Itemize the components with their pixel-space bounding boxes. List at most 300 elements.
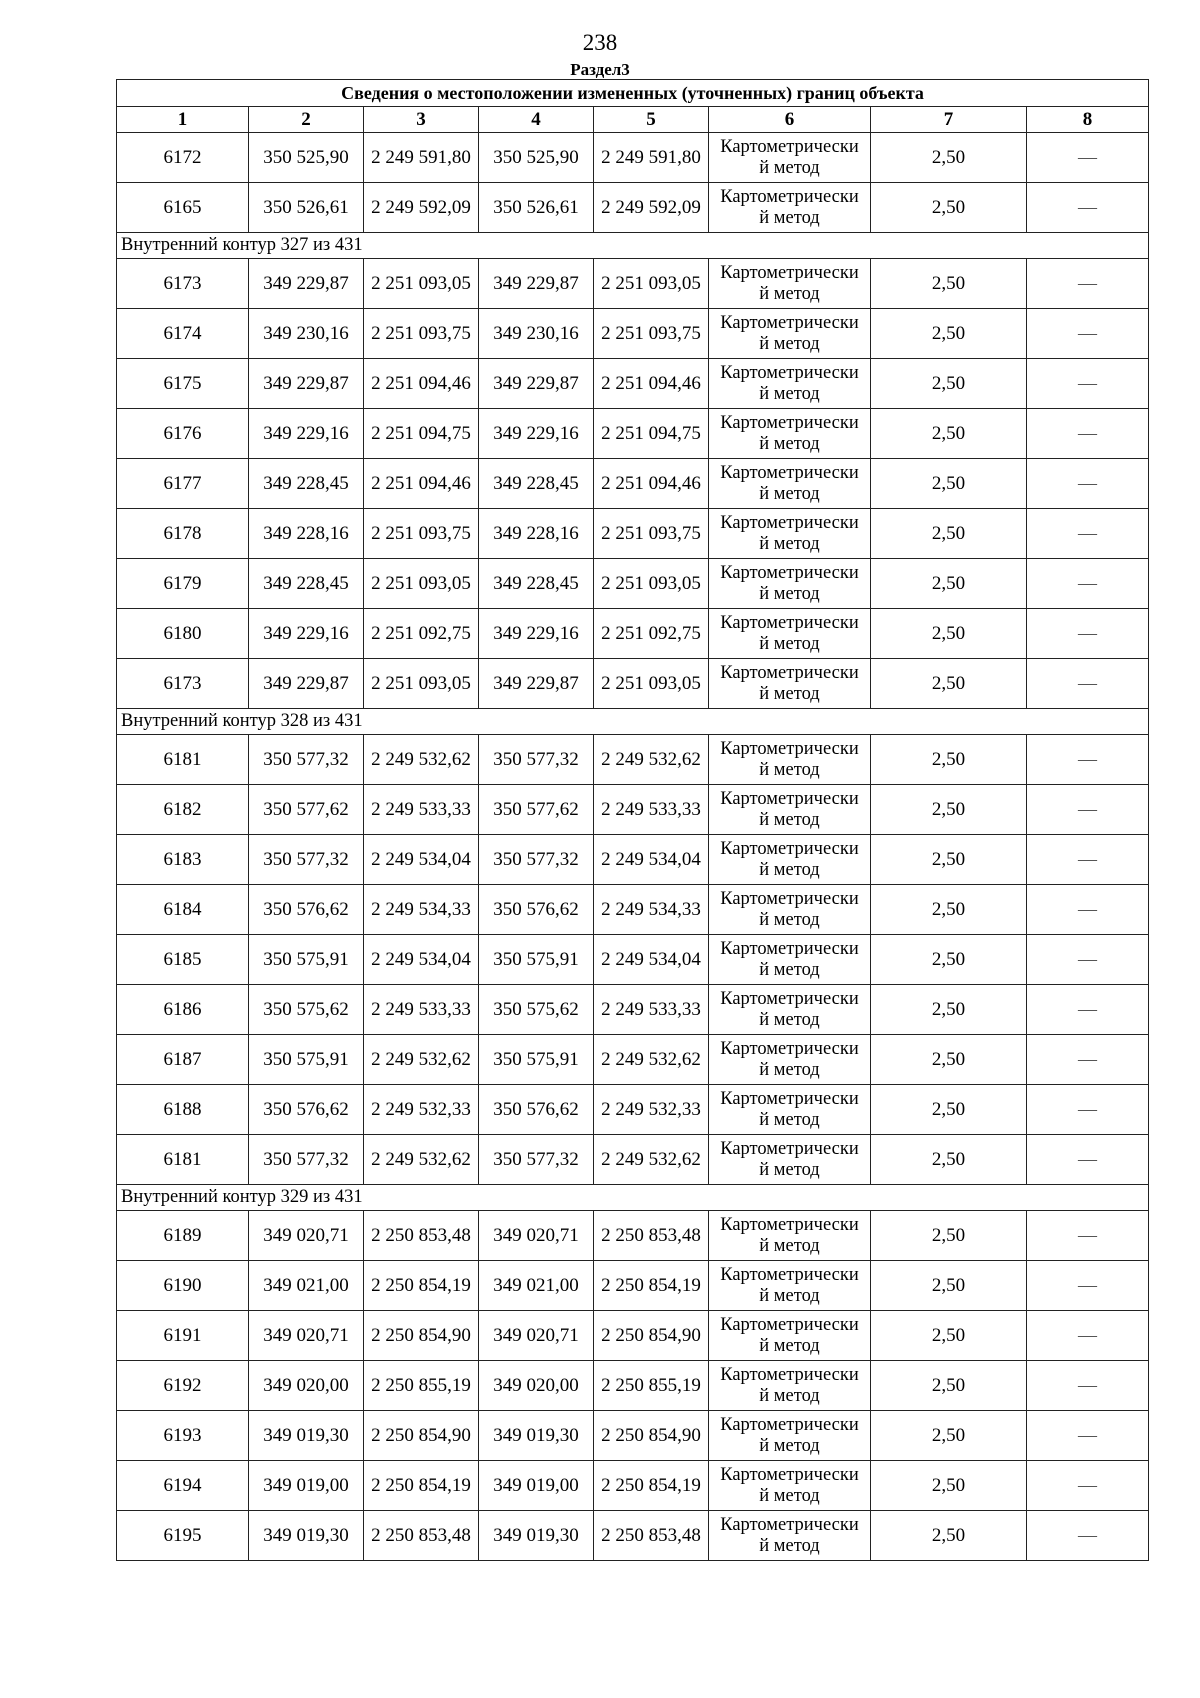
method-text-line1: Картометрически (720, 512, 859, 533)
refined-y-cell: 2 249 532,33 (594, 1085, 709, 1135)
method-text-line1: Картометрически (720, 662, 859, 683)
existing-y-cell: 2 251 094,46 (364, 359, 479, 409)
note-cell: — (1027, 559, 1149, 609)
method-cell (709, 835, 871, 885)
note-cell: — (1027, 985, 1149, 1035)
note-cell: — (1027, 609, 1149, 659)
method-text-line1: Картометрически (720, 186, 859, 207)
method-text-line2: й метод (759, 859, 820, 880)
boundary-coordinates-table (116, 79, 1149, 1561)
point-id-cell: 6172 (117, 133, 249, 183)
table-body (117, 133, 1149, 1561)
existing-y-cell: 2 251 094,75 (364, 409, 479, 459)
table-row (117, 659, 1149, 709)
method-text-line1: Картометрически (720, 988, 859, 1009)
method-text-line2: й метод (759, 533, 820, 554)
refined-x-cell: 349 020,71 (479, 1211, 594, 1261)
point-id-cell: 6181 (117, 735, 249, 785)
method-text-line2: й метод (759, 383, 820, 404)
method-text-line2: й метод (759, 1435, 820, 1456)
existing-x-cell: 350 526,61 (249, 183, 364, 233)
accuracy-cell: 2,50 (871, 659, 1027, 709)
accuracy-cell: 2,50 (871, 985, 1027, 1035)
contour-label: Внутренний контур 327 из 431 (117, 233, 1149, 259)
method-cell (709, 1511, 871, 1561)
method-text-line1: Картометрически (720, 1138, 859, 1159)
refined-y-cell: 2 250 853,48 (594, 1511, 709, 1561)
refined-x-cell: 350 577,32 (479, 835, 594, 885)
existing-y-cell: 2 250 853,48 (364, 1211, 479, 1261)
point-id-cell: 6186 (117, 985, 249, 1035)
method-text-line1: Картометрически (720, 362, 859, 383)
existing-y-cell: 2 249 532,33 (364, 1085, 479, 1135)
note-cell: — (1027, 359, 1149, 409)
refined-x-cell: 349 229,87 (479, 259, 594, 309)
method-cell (709, 785, 871, 835)
note-cell: — (1027, 1035, 1149, 1085)
note-cell: — (1027, 659, 1149, 709)
method-text-line1: Картометрически (720, 938, 859, 959)
method-text-line2: й метод (759, 333, 820, 354)
method-text-line2: й метод (759, 959, 820, 980)
point-id-cell: 6179 (117, 559, 249, 609)
method-text-line1: Картометрически (720, 1514, 859, 1535)
refined-x-cell: 349 228,45 (479, 559, 594, 609)
accuracy-cell: 2,50 (871, 133, 1027, 183)
method-text-line2: й метод (759, 1335, 820, 1356)
existing-y-cell: 2 251 094,46 (364, 459, 479, 509)
note-cell: — (1027, 885, 1149, 935)
existing-x-cell: 349 021,00 (249, 1261, 364, 1311)
table-row (117, 459, 1149, 509)
method-text-line2: й метод (759, 433, 820, 454)
method-cell (709, 1261, 871, 1311)
existing-x-cell: 350 577,32 (249, 835, 364, 885)
method-cell (709, 1411, 871, 1461)
accuracy-cell: 2,50 (871, 309, 1027, 359)
accuracy-cell: 2,50 (871, 1361, 1027, 1411)
method-cell (709, 459, 871, 509)
method-text-line1: Картометрически (720, 838, 859, 859)
accuracy-cell: 2,50 (871, 935, 1027, 985)
method-cell (709, 1135, 871, 1185)
refined-x-cell: 349 228,16 (479, 509, 594, 559)
column-number-header: 1 (117, 107, 249, 133)
method-cell (709, 735, 871, 785)
table-row (117, 1035, 1149, 1085)
page-number: 238 (582, 30, 618, 55)
table-row (117, 609, 1149, 659)
existing-y-cell: 2 249 532,62 (364, 1035, 479, 1085)
method-text-line1: Картометрически (720, 1088, 859, 1109)
existing-x-cell: 350 525,90 (249, 133, 364, 183)
existing-x-cell: 349 019,30 (249, 1411, 364, 1461)
refined-y-cell: 2 251 094,75 (594, 409, 709, 459)
refined-x-cell: 349 230,16 (479, 309, 594, 359)
refined-x-cell: 350 577,32 (479, 1135, 594, 1185)
existing-y-cell: 2 250 854,19 (364, 1461, 479, 1511)
method-text-line2: й метод (759, 483, 820, 504)
table-caption-row (117, 80, 1149, 107)
accuracy-cell: 2,50 (871, 183, 1027, 233)
existing-y-cell: 2 249 532,62 (364, 1135, 479, 1185)
accuracy-cell: 2,50 (871, 785, 1027, 835)
note-cell: — (1027, 409, 1149, 459)
refined-y-cell: 2 250 854,19 (594, 1461, 709, 1511)
contour-header-row (117, 233, 1149, 259)
existing-x-cell: 349 229,16 (249, 409, 364, 459)
table-row (117, 133, 1149, 183)
existing-y-cell: 2 249 592,09 (364, 183, 479, 233)
method-text-line1: Картометрически (720, 262, 859, 283)
contour-label: Внутренний контур 329 из 431 (117, 1185, 1149, 1211)
point-id-cell: 6174 (117, 309, 249, 359)
point-id-cell: 6195 (117, 1511, 249, 1561)
refined-y-cell: 2 251 093,05 (594, 259, 709, 309)
existing-y-cell: 2 251 093,05 (364, 259, 479, 309)
accuracy-cell: 2,50 (871, 1411, 1027, 1461)
method-cell (709, 133, 871, 183)
method-text-line1: Картометрически (720, 412, 859, 433)
method-text-line1: Картометрически (720, 1414, 859, 1435)
existing-x-cell: 350 576,62 (249, 885, 364, 935)
refined-y-cell: 2 251 093,05 (594, 659, 709, 709)
accuracy-cell: 2,50 (871, 1085, 1027, 1135)
contour-header-row (117, 1185, 1149, 1211)
note-cell: — (1027, 785, 1149, 835)
method-text-line2: й метод (759, 1385, 820, 1406)
table-row (117, 559, 1149, 609)
refined-y-cell: 2 251 093,75 (594, 309, 709, 359)
existing-x-cell: 349 229,16 (249, 609, 364, 659)
method-text-line1: Картометрически (720, 1364, 859, 1385)
method-text-line2: й метод (759, 1109, 820, 1130)
refined-y-cell: 2 249 532,62 (594, 735, 709, 785)
refined-y-cell: 2 250 854,90 (594, 1411, 709, 1461)
table-caption: Сведения о местоположении измененных (уточненных) границ объекта (117, 80, 1149, 107)
existing-x-cell: 349 229,87 (249, 259, 364, 309)
table-row (117, 785, 1149, 835)
table-row (117, 1461, 1149, 1511)
refined-x-cell: 349 021,00 (479, 1261, 594, 1311)
refined-y-cell: 2 250 854,90 (594, 1311, 709, 1361)
existing-x-cell: 349 230,16 (249, 309, 364, 359)
refined-y-cell: 2 249 591,80 (594, 133, 709, 183)
refined-y-cell: 2 251 094,46 (594, 359, 709, 409)
note-cell: — (1027, 1411, 1149, 1461)
table-row (117, 1311, 1149, 1361)
contour-header-row (117, 709, 1149, 735)
accuracy-cell: 2,50 (871, 1135, 1027, 1185)
method-cell (709, 609, 871, 659)
method-text-line1: Картометрически (720, 788, 859, 809)
column-number-header: 5 (594, 107, 709, 133)
refined-y-cell: 2 249 534,04 (594, 835, 709, 885)
point-id-cell: 6180 (117, 609, 249, 659)
note-cell: — (1027, 1511, 1149, 1561)
existing-x-cell: 349 228,45 (249, 559, 364, 609)
column-number-header: 6 (709, 107, 871, 133)
existing-x-cell: 350 577,32 (249, 1135, 364, 1185)
existing-y-cell: 2 249 534,33 (364, 885, 479, 935)
accuracy-cell: 2,50 (871, 1211, 1027, 1261)
table-row (117, 1211, 1149, 1261)
accuracy-cell: 2,50 (871, 1311, 1027, 1361)
accuracy-cell: 2,50 (871, 1035, 1027, 1085)
existing-x-cell: 350 577,62 (249, 785, 364, 835)
note-cell: — (1027, 459, 1149, 509)
note-cell: — (1027, 1311, 1149, 1361)
note-cell: — (1027, 183, 1149, 233)
existing-x-cell: 350 575,91 (249, 1035, 364, 1085)
refined-x-cell: 349 020,71 (479, 1311, 594, 1361)
refined-x-cell: 350 525,90 (479, 133, 594, 183)
refined-x-cell: 349 019,30 (479, 1511, 594, 1561)
method-text-line1: Картометрически (720, 462, 859, 483)
table-row (117, 735, 1149, 785)
existing-y-cell: 2 250 854,19 (364, 1261, 479, 1311)
method-text-line2: й метод (759, 1485, 820, 1506)
note-cell: — (1027, 1135, 1149, 1185)
method-cell (709, 359, 871, 409)
existing-y-cell: 2 249 533,33 (364, 785, 479, 835)
existing-y-cell: 2 251 093,05 (364, 659, 479, 709)
table-row (117, 409, 1149, 459)
existing-x-cell: 349 228,45 (249, 459, 364, 509)
existing-y-cell: 2 249 534,04 (364, 935, 479, 985)
note-cell: — (1027, 1085, 1149, 1135)
note-cell: — (1027, 735, 1149, 785)
method-cell (709, 935, 871, 985)
existing-y-cell: 2 250 855,19 (364, 1361, 479, 1411)
note-cell: — (1027, 509, 1149, 559)
column-number-header: 2 (249, 107, 364, 133)
method-text-line2: й метод (759, 583, 820, 604)
table-row (117, 259, 1149, 309)
method-text-line2: й метод (759, 633, 820, 654)
point-id-cell: 6192 (117, 1361, 249, 1411)
method-cell (709, 1085, 871, 1135)
point-id-cell: 6175 (117, 359, 249, 409)
method-cell (709, 1211, 871, 1261)
table-row (117, 1261, 1149, 1311)
existing-y-cell: 2 250 854,90 (364, 1411, 479, 1461)
method-text-line1: Картометрически (720, 1314, 859, 1335)
refined-y-cell: 2 249 532,62 (594, 1135, 709, 1185)
method-cell (709, 1461, 871, 1511)
refined-x-cell: 350 576,62 (479, 1085, 594, 1135)
accuracy-cell: 2,50 (871, 609, 1027, 659)
point-id-cell: 6182 (117, 785, 249, 835)
existing-x-cell: 349 020,00 (249, 1361, 364, 1411)
method-text-line2: й метод (759, 909, 820, 930)
refined-y-cell: 2 249 532,62 (594, 1035, 709, 1085)
column-number-header: 8 (1027, 107, 1149, 133)
refined-y-cell: 2 251 094,46 (594, 459, 709, 509)
method-text-line2: й метод (759, 1235, 820, 1256)
refined-x-cell: 349 019,30 (479, 1411, 594, 1461)
column-number-header: 4 (479, 107, 594, 133)
column-number-header: 3 (364, 107, 479, 133)
section-label: Раздел3 (570, 60, 630, 79)
point-id-cell: 6165 (117, 183, 249, 233)
accuracy-cell: 2,50 (871, 409, 1027, 459)
refined-x-cell: 350 526,61 (479, 183, 594, 233)
existing-x-cell: 349 229,87 (249, 359, 364, 409)
point-id-cell: 6177 (117, 459, 249, 509)
method-text-line2: й метод (759, 1059, 820, 1080)
refined-x-cell: 349 229,16 (479, 609, 594, 659)
method-cell (709, 183, 871, 233)
point-id-cell: 6191 (117, 1311, 249, 1361)
accuracy-cell: 2,50 (871, 359, 1027, 409)
table-row (117, 985, 1149, 1035)
existing-x-cell: 349 229,87 (249, 659, 364, 709)
method-text-line1: Картометрически (720, 738, 859, 759)
method-cell (709, 1311, 871, 1361)
point-id-cell: 6190 (117, 1261, 249, 1311)
table-row (117, 509, 1149, 559)
method-text-line2: й метод (759, 283, 820, 304)
note-cell: — (1027, 259, 1149, 309)
point-id-cell: 6187 (117, 1035, 249, 1085)
table-row (117, 1135, 1149, 1185)
existing-y-cell: 2 249 532,62 (364, 735, 479, 785)
accuracy-cell: 2,50 (871, 1511, 1027, 1561)
method-text-line2: й метод (759, 809, 820, 830)
table-row (117, 1511, 1149, 1561)
existing-x-cell: 349 228,16 (249, 509, 364, 559)
refined-x-cell: 349 229,16 (479, 409, 594, 459)
refined-y-cell: 2 251 093,75 (594, 509, 709, 559)
method-cell (709, 885, 871, 935)
note-cell: — (1027, 1261, 1149, 1311)
point-id-cell: 6173 (117, 659, 249, 709)
accuracy-cell: 2,50 (871, 259, 1027, 309)
method-cell (709, 659, 871, 709)
refined-x-cell: 349 020,00 (479, 1361, 594, 1411)
column-number-header: 7 (871, 107, 1027, 133)
method-cell (709, 259, 871, 309)
method-text-line2: й метод (759, 157, 820, 178)
refined-y-cell: 2 249 534,04 (594, 935, 709, 985)
existing-x-cell: 349 020,71 (249, 1211, 364, 1261)
method-text-line1: Картометрически (720, 612, 859, 633)
point-id-cell: 6193 (117, 1411, 249, 1461)
existing-x-cell: 349 019,00 (249, 1461, 364, 1511)
table-row (117, 1411, 1149, 1461)
point-id-cell: 6189 (117, 1211, 249, 1261)
method-text-line1: Картометрически (720, 1038, 859, 1059)
refined-x-cell: 349 019,00 (479, 1461, 594, 1511)
table-row (117, 1361, 1149, 1411)
existing-y-cell: 2 251 093,75 (364, 509, 479, 559)
accuracy-cell: 2,50 (871, 835, 1027, 885)
existing-x-cell: 350 575,62 (249, 985, 364, 1035)
accuracy-cell: 2,50 (871, 735, 1027, 785)
refined-y-cell: 2 250 853,48 (594, 1211, 709, 1261)
table-row (117, 935, 1149, 985)
refined-x-cell: 350 575,62 (479, 985, 594, 1035)
accuracy-cell: 2,50 (871, 1461, 1027, 1511)
existing-y-cell: 2 250 853,48 (364, 1511, 479, 1561)
refined-x-cell: 350 575,91 (479, 1035, 594, 1085)
refined-x-cell: 349 229,87 (479, 659, 594, 709)
method-text-line2: й метод (759, 1159, 820, 1180)
contour-label: Внутренний контур 328 из 431 (117, 709, 1149, 735)
note-cell: — (1027, 835, 1149, 885)
point-id-cell: 6188 (117, 1085, 249, 1135)
note-cell: — (1027, 1211, 1149, 1261)
table-row (117, 835, 1149, 885)
existing-x-cell: 350 575,91 (249, 935, 364, 985)
method-cell (709, 409, 871, 459)
method-text-line2: й метод (759, 207, 820, 228)
point-id-cell: 6178 (117, 509, 249, 559)
point-id-cell: 6194 (117, 1461, 249, 1511)
existing-x-cell: 350 577,32 (249, 735, 364, 785)
method-cell (709, 1361, 871, 1411)
method-cell (709, 559, 871, 609)
method-text-line2: й метод (759, 1535, 820, 1556)
note-cell: — (1027, 935, 1149, 985)
method-cell (709, 1035, 871, 1085)
method-text-line1: Картометрически (720, 1464, 859, 1485)
refined-x-cell: 350 576,62 (479, 885, 594, 935)
note-cell: — (1027, 309, 1149, 359)
refined-y-cell: 2 250 854,19 (594, 1261, 709, 1311)
refined-y-cell: 2 249 533,33 (594, 785, 709, 835)
method-cell (709, 985, 871, 1035)
table-row (117, 309, 1149, 359)
point-id-cell: 6176 (117, 409, 249, 459)
point-id-cell: 6181 (117, 1135, 249, 1185)
method-cell (709, 509, 871, 559)
method-text-line1: Картометрически (720, 888, 859, 909)
point-id-cell: 6173 (117, 259, 249, 309)
accuracy-cell: 2,50 (871, 885, 1027, 935)
point-id-cell: 6185 (117, 935, 249, 985)
point-id-cell: 6184 (117, 885, 249, 935)
method-text-line2: й метод (759, 1009, 820, 1030)
existing-y-cell: 2 251 093,05 (364, 559, 479, 609)
table-row (117, 885, 1149, 935)
method-text-line1: Картометрически (720, 1264, 859, 1285)
refined-y-cell: 2 250 855,19 (594, 1361, 709, 1411)
method-text-line2: й метод (759, 759, 820, 780)
refined-x-cell: 350 577,32 (479, 735, 594, 785)
note-cell: — (1027, 1461, 1149, 1511)
existing-x-cell: 349 019,30 (249, 1511, 364, 1561)
refined-x-cell: 350 575,91 (479, 935, 594, 985)
existing-x-cell: 349 020,71 (249, 1311, 364, 1361)
method-text-line1: Картометрически (720, 312, 859, 333)
method-text-line1: Картометрически (720, 562, 859, 583)
refined-y-cell: 2 251 092,75 (594, 609, 709, 659)
refined-y-cell: 2 249 592,09 (594, 183, 709, 233)
existing-x-cell: 350 576,62 (249, 1085, 364, 1135)
accuracy-cell: 2,50 (871, 559, 1027, 609)
refined-x-cell: 350 577,62 (479, 785, 594, 835)
refined-x-cell: 349 228,45 (479, 459, 594, 509)
existing-y-cell: 2 249 533,33 (364, 985, 479, 1035)
column-number-row (117, 107, 1149, 133)
point-id-cell: 6183 (117, 835, 249, 885)
existing-y-cell: 2 249 534,04 (364, 835, 479, 885)
method-text-line1: Картометрически (720, 136, 859, 157)
refined-x-cell: 349 229,87 (479, 359, 594, 409)
note-cell: — (1027, 1361, 1149, 1411)
